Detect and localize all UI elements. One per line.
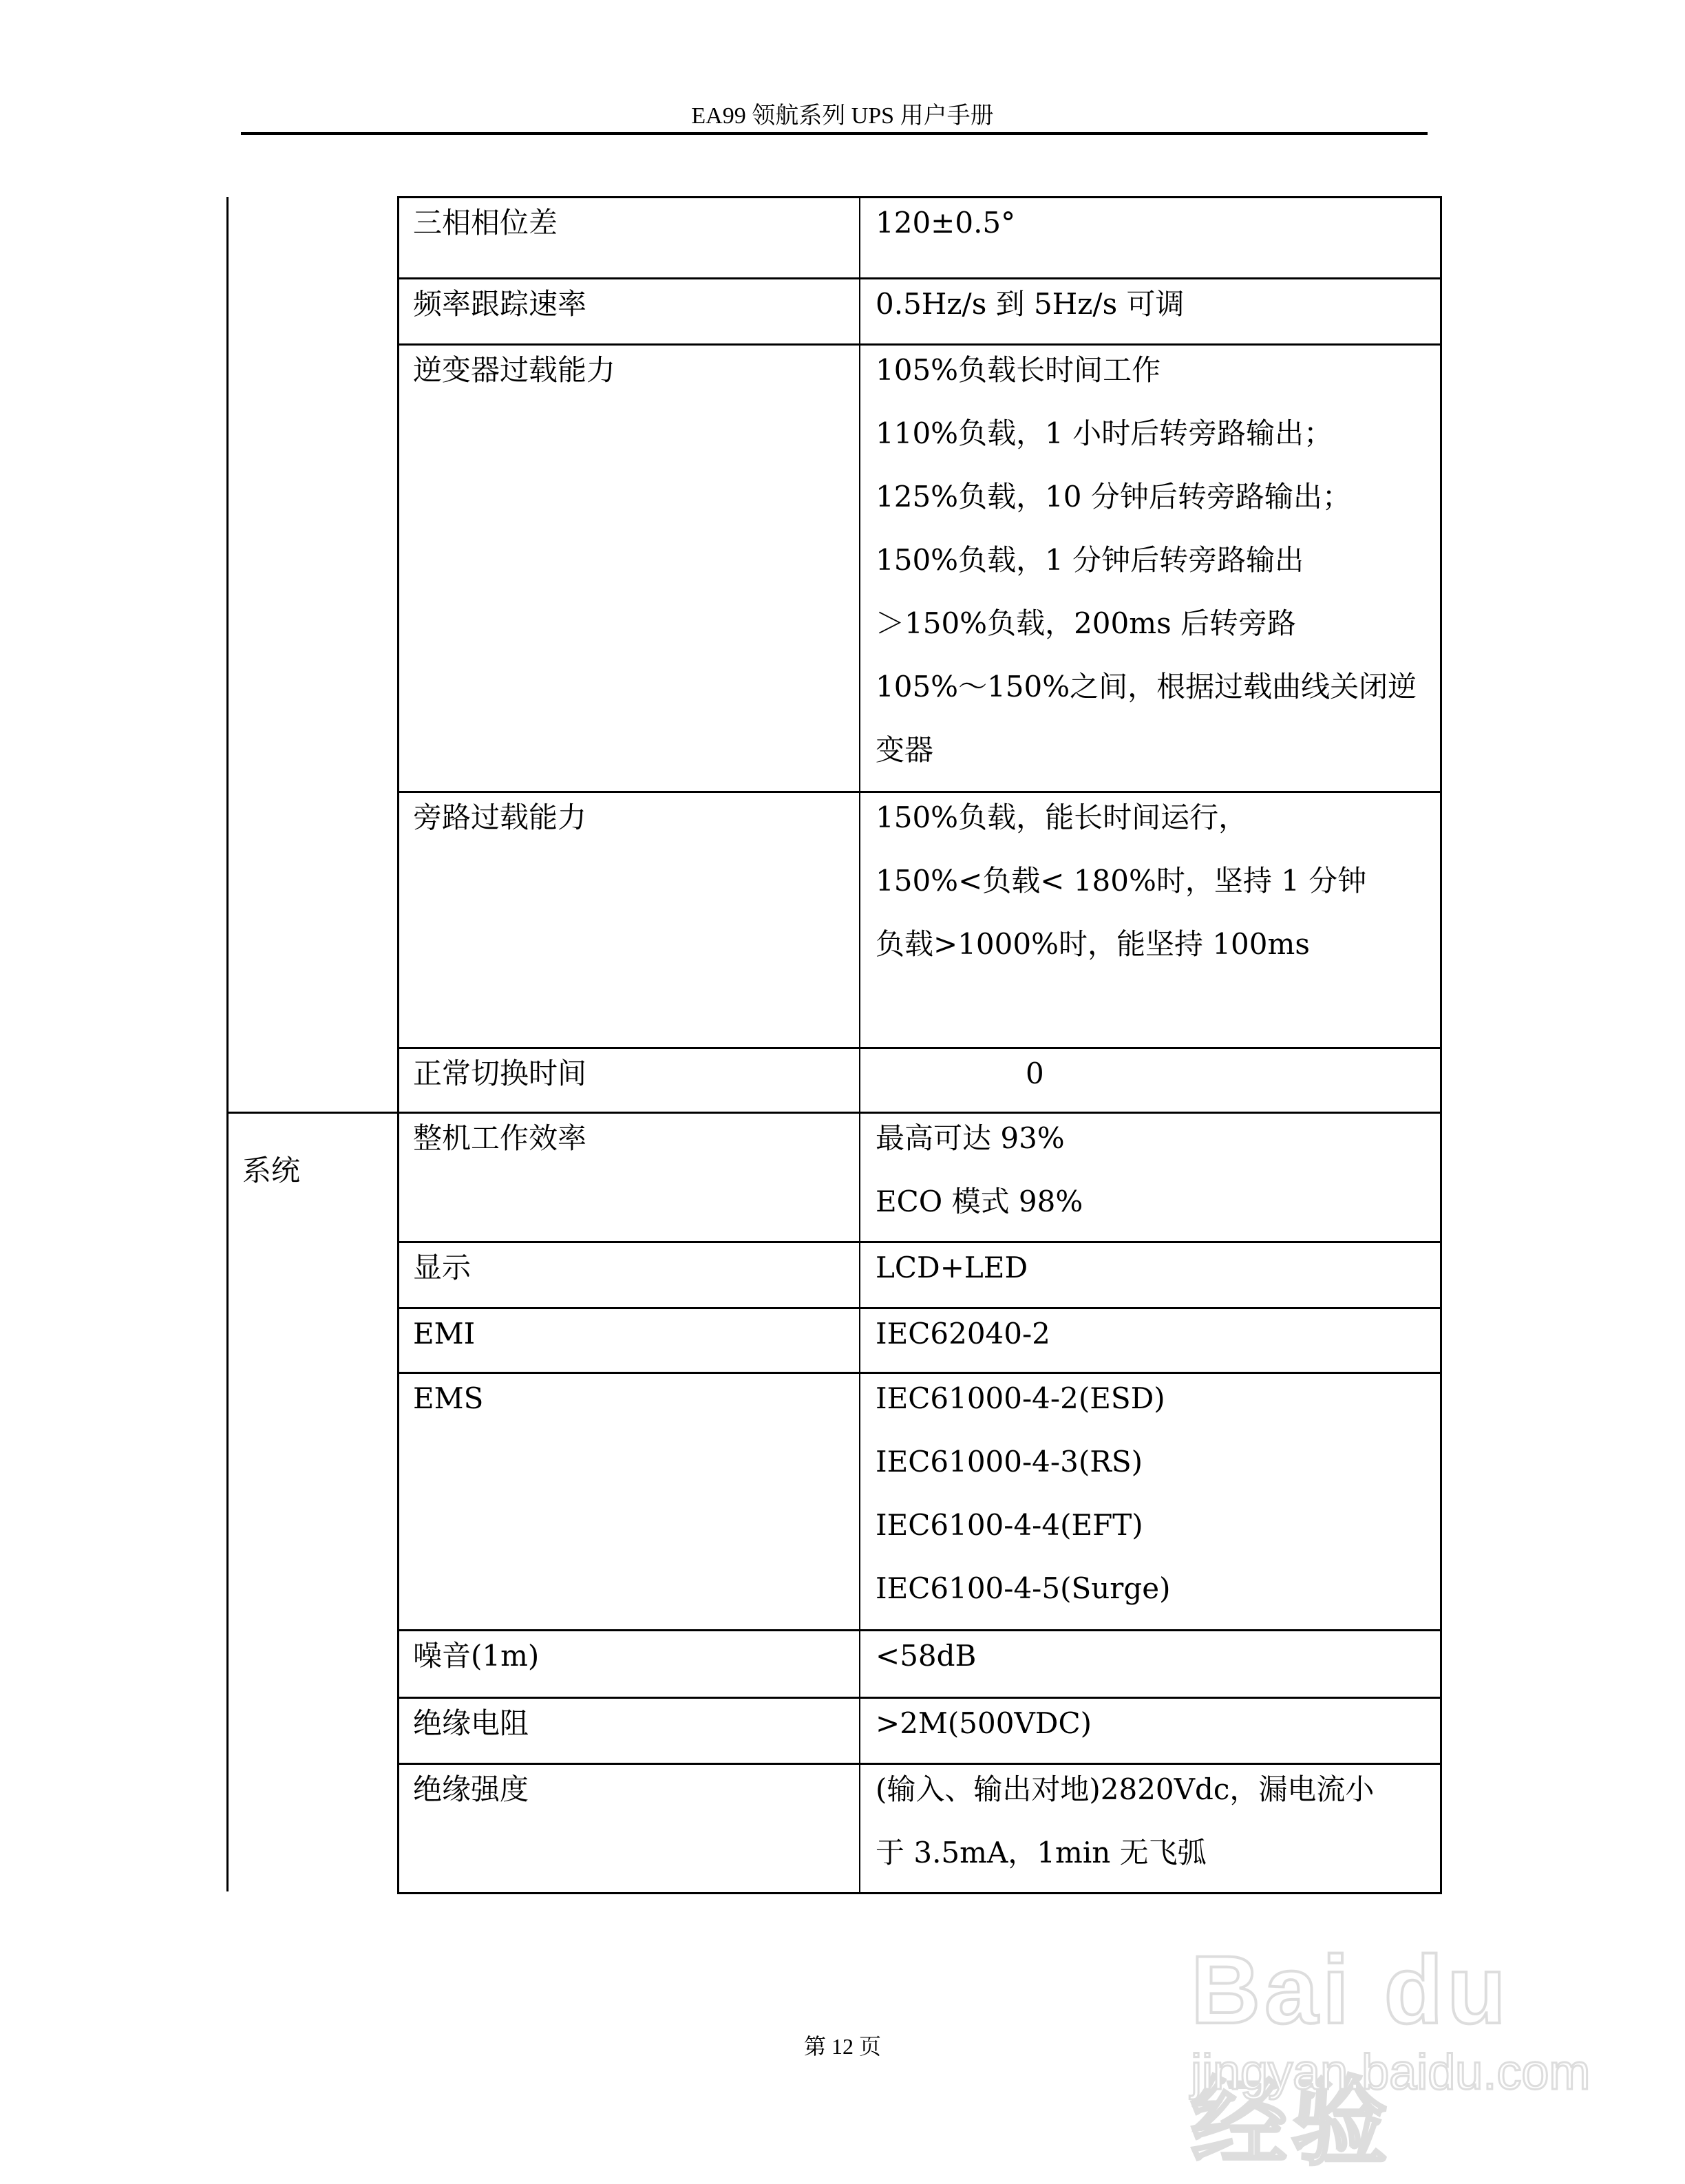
table-row (399, 793, 1440, 1049)
spec-label: 显示 (399, 1243, 860, 1307)
spec-label: EMS (399, 1374, 860, 1629)
table-row (399, 1699, 1440, 1765)
spec-value: IEC61000-4-2(ESD) IEC61000-4-3(RS) IEC6100-4-4(EFT) IEC6100-4-5(Surge) (876, 1381, 1171, 1605)
spec-value: 最高可达 93% ECO 模式 98% (876, 1121, 1083, 1218)
table-row (399, 1243, 1440, 1309)
spec-label: 逆变器过载能力 (399, 346, 860, 791)
page-number: 第 12 页 (803, 2034, 881, 2059)
spec-table (397, 196, 1442, 1894)
spec-value: (输入、输出对地)2820Vdc，漏电流小 于 3.5mA，1min 无飞弧 (876, 1772, 1375, 1869)
watermark-logo-icon: Bai du 经验 (1191, 1936, 1510, 2176)
table-row (399, 1114, 1440, 1243)
spec-value: 0 (1026, 1057, 1044, 1090)
spec-value: 120±0.5° (876, 206, 1016, 240)
table-row (399, 1309, 1440, 1374)
header-rule (241, 132, 1428, 135)
spec-label: EMI (399, 1309, 860, 1372)
baidu-jingyan-watermark (1191, 1920, 1591, 2176)
category-divider (226, 1112, 399, 1114)
table-row (399, 198, 1440, 279)
spec-label: 绝缘电阻 (399, 1699, 860, 1763)
spec-value: LCD+LED (876, 1251, 1028, 1284)
spec-value: >2M(500VDC) (876, 1706, 1092, 1740)
table-row (399, 279, 1440, 346)
spec-label: 三相相位差 (399, 198, 860, 277)
spec-label: 绝缘强度 (399, 1765, 860, 1892)
category-label-system: 系统 (242, 1154, 301, 1187)
spec-value: 105%负载长时间工作 110%负载，1 小时后转旁路输出； 125%负载，10 分钟后转旁路输出； 150%负载，1 分钟后转旁路输出 ＞150%负载，200ms 后转旁路 105%～150%之间，根据过载曲线关闭逆 变器 (876, 353, 1417, 767)
table-row (399, 1374, 1440, 1631)
document-header-title: EA99 领航系列 UPS 用户手册 (691, 103, 994, 129)
spec-label: 频率跟踪速率 (399, 279, 860, 343)
spec-label: 旁路过载能力 (399, 793, 860, 1047)
table-row (399, 1049, 1440, 1114)
table-row (399, 1631, 1440, 1699)
watermark-url: jingyan.baidu.com (1191, 2045, 1591, 2100)
table-row (399, 346, 1440, 793)
spec-label: 正常切换时间 (399, 1049, 860, 1112)
spec-label: 噪音(1m) (399, 1631, 860, 1697)
spec-value: IEC62040-2 (876, 1317, 1050, 1350)
category-column-border (226, 197, 229, 1891)
spec-value: 150%负载，能长时间运行， 150%<负载< 180%时，坚持 1 分钟 负载>1000%时，能坚持 100ms (876, 801, 1367, 961)
spec-label: 整机工作效率 (399, 1114, 860, 1241)
table-row (399, 1765, 1440, 1894)
spec-value: 0.5Hz/s 到 5Hz/s 可调 (876, 287, 1185, 321)
spec-value: <58dB (876, 1639, 977, 1673)
